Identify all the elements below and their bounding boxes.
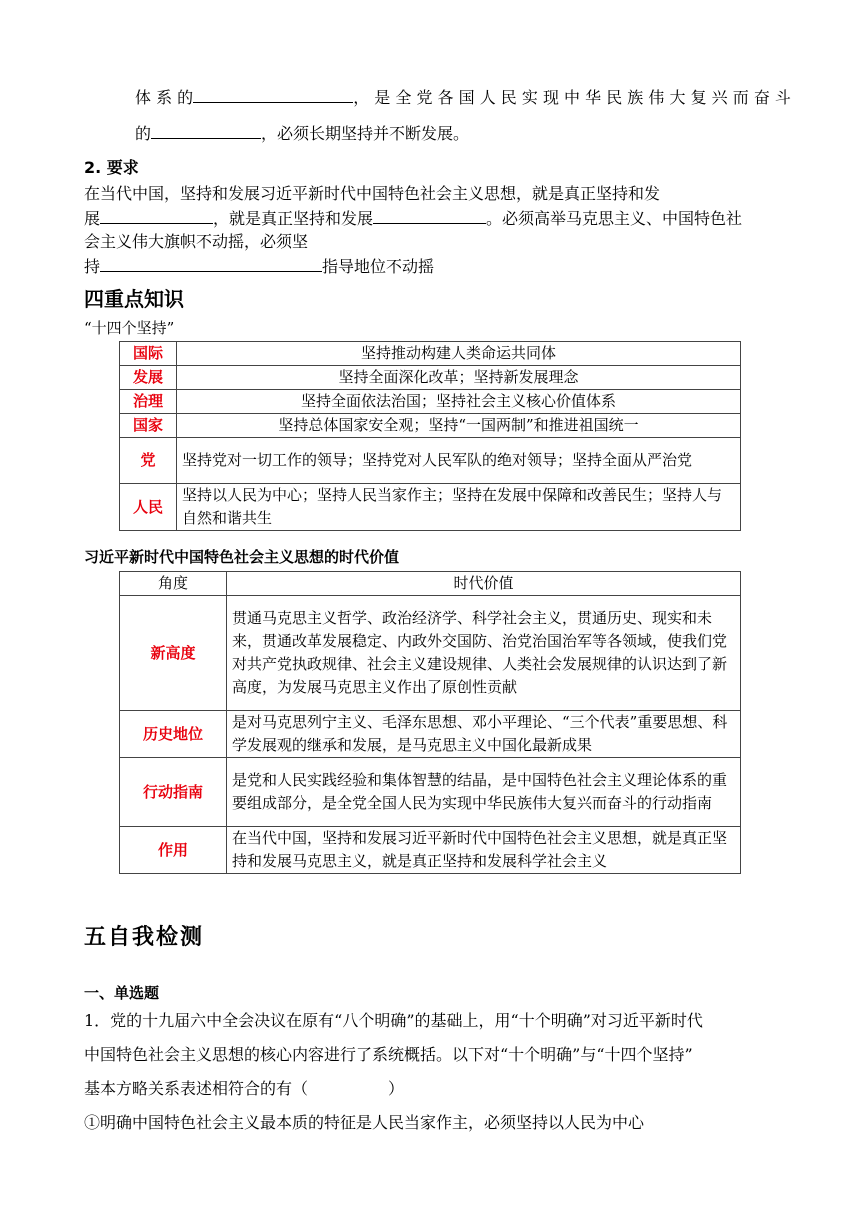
row-text: 是对马克思列宁主义、毛泽东思想、邓小平理论、“三个代表”重要思想、科学发展观的继承和发展，是马克思主义中国化最新成果 [227,711,741,758]
table-header-row [120,572,741,596]
single-choice-heading: 一、单选题 [84,984,160,1002]
fourteen-adherences-subtitle: “十四个坚持” [84,319,175,337]
question-1-line-2: 中国特色社会主义思想的核心内容进行了系统概括。以下对“十个明确”与“十四个坚持” [84,1045,693,1064]
fourteen-adherences-table [119,341,741,531]
table-row [120,390,741,414]
table-row [120,414,741,438]
requirements-line-2-mid: ，就是真正坚持和发展 [213,209,374,228]
era-value-table [119,571,741,874]
top-line-1 [135,86,791,109]
top-line-2-start: 的 [135,124,152,143]
top-line-2-end: ，必须长期坚持并不断发展。 [261,124,470,143]
fill-blank[interactable] [373,207,486,224]
row-key: 治理 [120,390,177,414]
header-era-value: 时代价值 [227,572,741,596]
requirements-line-2-start: 展 [84,209,101,228]
requirements-line-4 [84,255,434,278]
question-1-line-3: 基本方略关系表述相符合的有（ ） [84,1079,405,1098]
table-row [120,342,741,366]
row-key: 人民 [120,484,177,531]
requirements-line-3: 会主义伟大旗帜不动摇，必须坚 [84,232,309,251]
table-row [120,711,741,758]
fill-blank[interactable] [193,86,353,103]
table-row [120,758,741,827]
table-row [120,484,741,531]
section-5-title: 五自我检测 [84,925,205,950]
requirements-line-1: 在当代中国，坚持和发展习近平新时代中国特色社会主义思想，就是真正坚持和发 [84,184,661,203]
question-1-line-1: 1．党的十九届六中全会决议在原有“八个明确”的基础上，用“十个明确”对习近平新时代 [84,1011,703,1030]
row-text: 坚持推动构建人类命运共同体 [177,342,741,366]
table-row [120,596,741,711]
row-text: 坚持全面深化改革；坚持新发展理念 [177,366,741,390]
row-text: 坚持全面依法治国；坚持社会主义核心价值体系 [177,390,741,414]
row-key: 发展 [120,366,177,390]
row-key: 新高度 [120,596,227,711]
question-1-option-1[interactable]: ①明确中国特色社会主义最本质的特征是人民当家作主，必须坚持以人民为中心 [84,1113,645,1132]
section-4-title: 四重点知识 [84,287,184,311]
table-row [120,438,741,484]
era-value-title: 习近平新时代中国特色社会主义思想的时代价值 [84,548,400,566]
requirements-line-2 [84,207,742,230]
requirements-line-4-end: 指导地位不动摇 [322,257,435,276]
top-line-1-end: ， 是 全 党 各 国 人 民 实 现 中 华 民 族 伟 大 复 兴 而 奋 斗 [353,88,791,107]
row-key: 行动指南 [120,758,227,827]
fill-blank[interactable] [151,122,261,139]
requirements-heading: 2. 要求 [84,158,139,177]
row-text: 是党和人民实践经验和集体智慧的结晶，是中国特色社会主义理论体系的重要组成部分，是全党全国人民为实现中华民族伟大复兴而奋斗的行动指南 [227,758,741,827]
fill-blank[interactable] [100,255,322,272]
row-key: 国际 [120,342,177,366]
row-key: 国家 [120,414,177,438]
row-key: 作用 [120,827,227,874]
row-text: 坚持党对一切工作的领导；坚持党对人民军队的绝对领导；坚持全面从严治党 [177,438,741,484]
requirements-line-4-start: 持 [84,257,101,276]
requirements-line-2-end: 。必须高举马克思主义、中国特色社 [486,209,743,228]
table-row [120,827,741,874]
row-key: 党 [120,438,177,484]
row-text: 坚持以人民为中心；坚持人民当家作主；坚持在发展中保障和改善民生；坚持人与自然和谐共生 [177,484,741,531]
row-text: 在当代中国，坚持和发展习近平新时代中国特色社会主义思想，就是真正坚持和发展马克思主义，就是真正坚持和发展科学社会主义 [227,827,741,874]
header-angle: 角度 [120,572,227,596]
row-text: 坚持总体国家安全观；坚持“一国两制”和推进祖国统一 [177,414,741,438]
row-key: 历史地位 [120,711,227,758]
top-line-1-start: 体 系 的 [135,88,194,107]
top-line-2 [135,122,469,145]
row-text: 贯通马克思主义哲学、政治经济学、科学社会主义，贯通历史、现实和未来，贯通改革发展稳定、内政外交国防、治党治国治军等各领域，使我们党对共产党执政规律、社会主义建设规律、人类社会发展规律的认识达到了新高度，为发展马克思主义作出了原创性贡献 [227,596,741,711]
fill-blank[interactable] [100,207,213,224]
table-row [120,366,741,390]
